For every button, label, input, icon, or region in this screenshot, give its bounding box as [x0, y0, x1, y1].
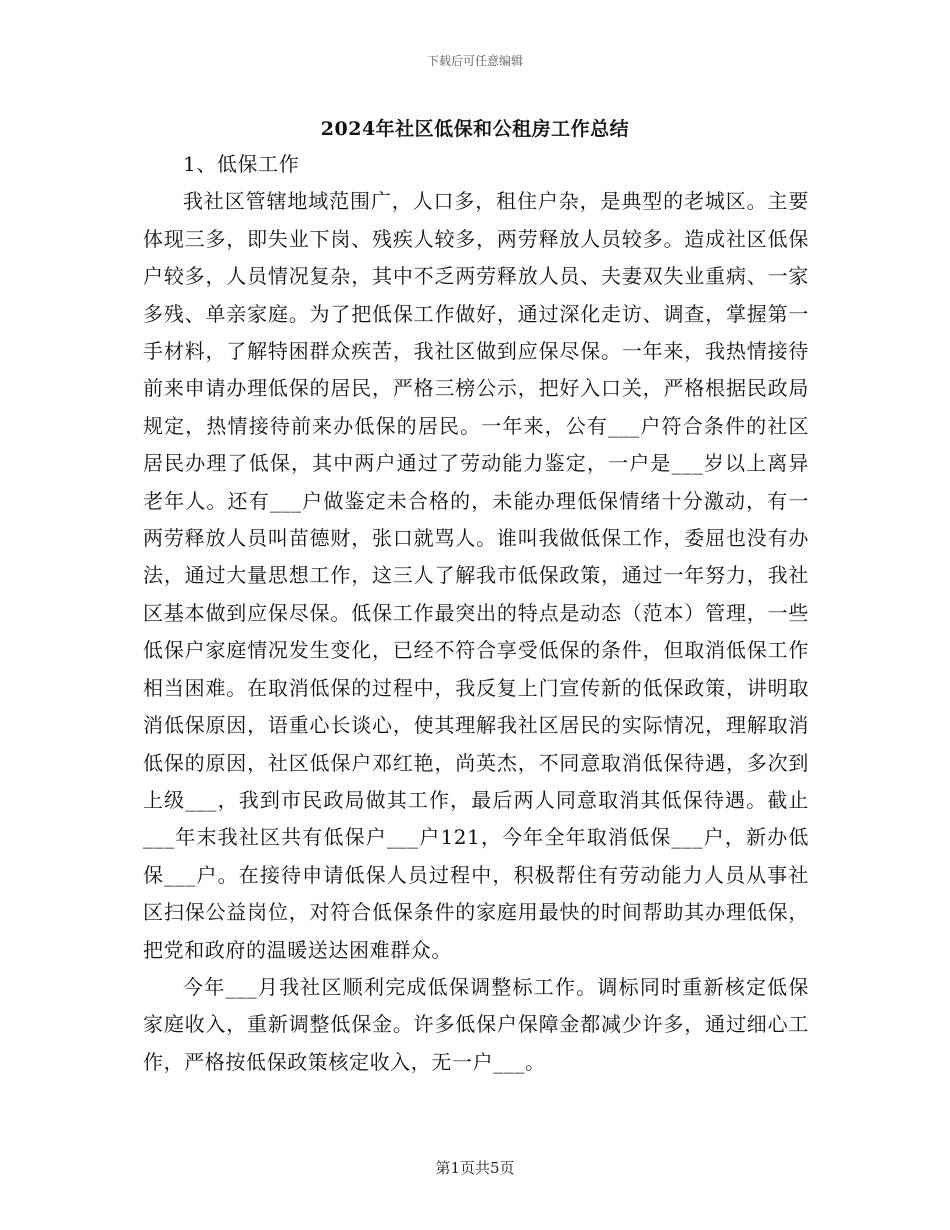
body-paragraph: 我社区管辖地域范围广，人口多，租住户杂，是典型的老城区。主要体现三多，即失业下岗、残疾人较多，两劳释放人员较多。造成社区低保户较多，人员情况复杂，其中不乏两劳释放人员、夫妻双失业重病、一家多残、单亲家庭。为了把低保工作做好，通过深化走访、调查，掌握第一手材料，了解特困群众疾苦，我社区做到应保尽保。一年来，我热情接待前来申请办理低保的居民，严格三榜公示，把好入口关，严格根据民政局规定，热情接待前来办低保的居民。一年来，公有___户符合条件的社区居民办理了低保，其中两户通过了劳动能力鉴定，一户是___岁以上离异老年人。还有___户做鉴定未合格的，未能办理低保情绪十分激动，有一两劳释放人员叫苗德财，张口就骂人。谁叫我做低保工作，委屈也没有办法，通过大量思想工作，这三人了解我市低保政策，通过一年努力，我社区基本做到应保尽保。低保工作最突出的特点是动态（范本）管理，一些低保户家庭情况发生变化，已经不符合享受低保的条件，但取消低保工作相当困难。在取消低保的过程中，我反复上门宣传新的低保政策，讲明取消低保原因，语重心长谈心，使其理解我社区居民的实际情况，理解取消低保的原因，社区低保户邓红艳，尚英杰，不同意取消低保待遇，多次到上级___，我到市民政局做其工作，最后两人同意取消其低保待遇。截止___年末我社区共有低保户___户121，今年全年取消低保___户，新办低保___户。在接待申请低保人员过程中，积极帮住有劳动能力人员从事社区扫保公益岗位，对符合低保条件的家庭用最快的时间帮助其办理低保，把党和政府的温暖送达困难群众。: [143, 189, 809, 962]
section-heading: 1、低保工作: [183, 152, 300, 176]
page-number-footer: 第1页共5页: [435, 1159, 515, 1177]
header-note: 下载后可任意编辑: [426, 54, 523, 68]
document-title: 2024年社区低保和公租房工作总结: [320, 118, 630, 140]
document-body: [143, 146, 809, 1081]
body-paragraph: 今年___月我社区顺利完成低保调整标工作。调标同时重新核定低保家庭收入，重新调整低保金。许多低保户保障金都减少许多，通过细心工作，严格按低保政策核定收入，无一户___。: [143, 974, 809, 1074]
